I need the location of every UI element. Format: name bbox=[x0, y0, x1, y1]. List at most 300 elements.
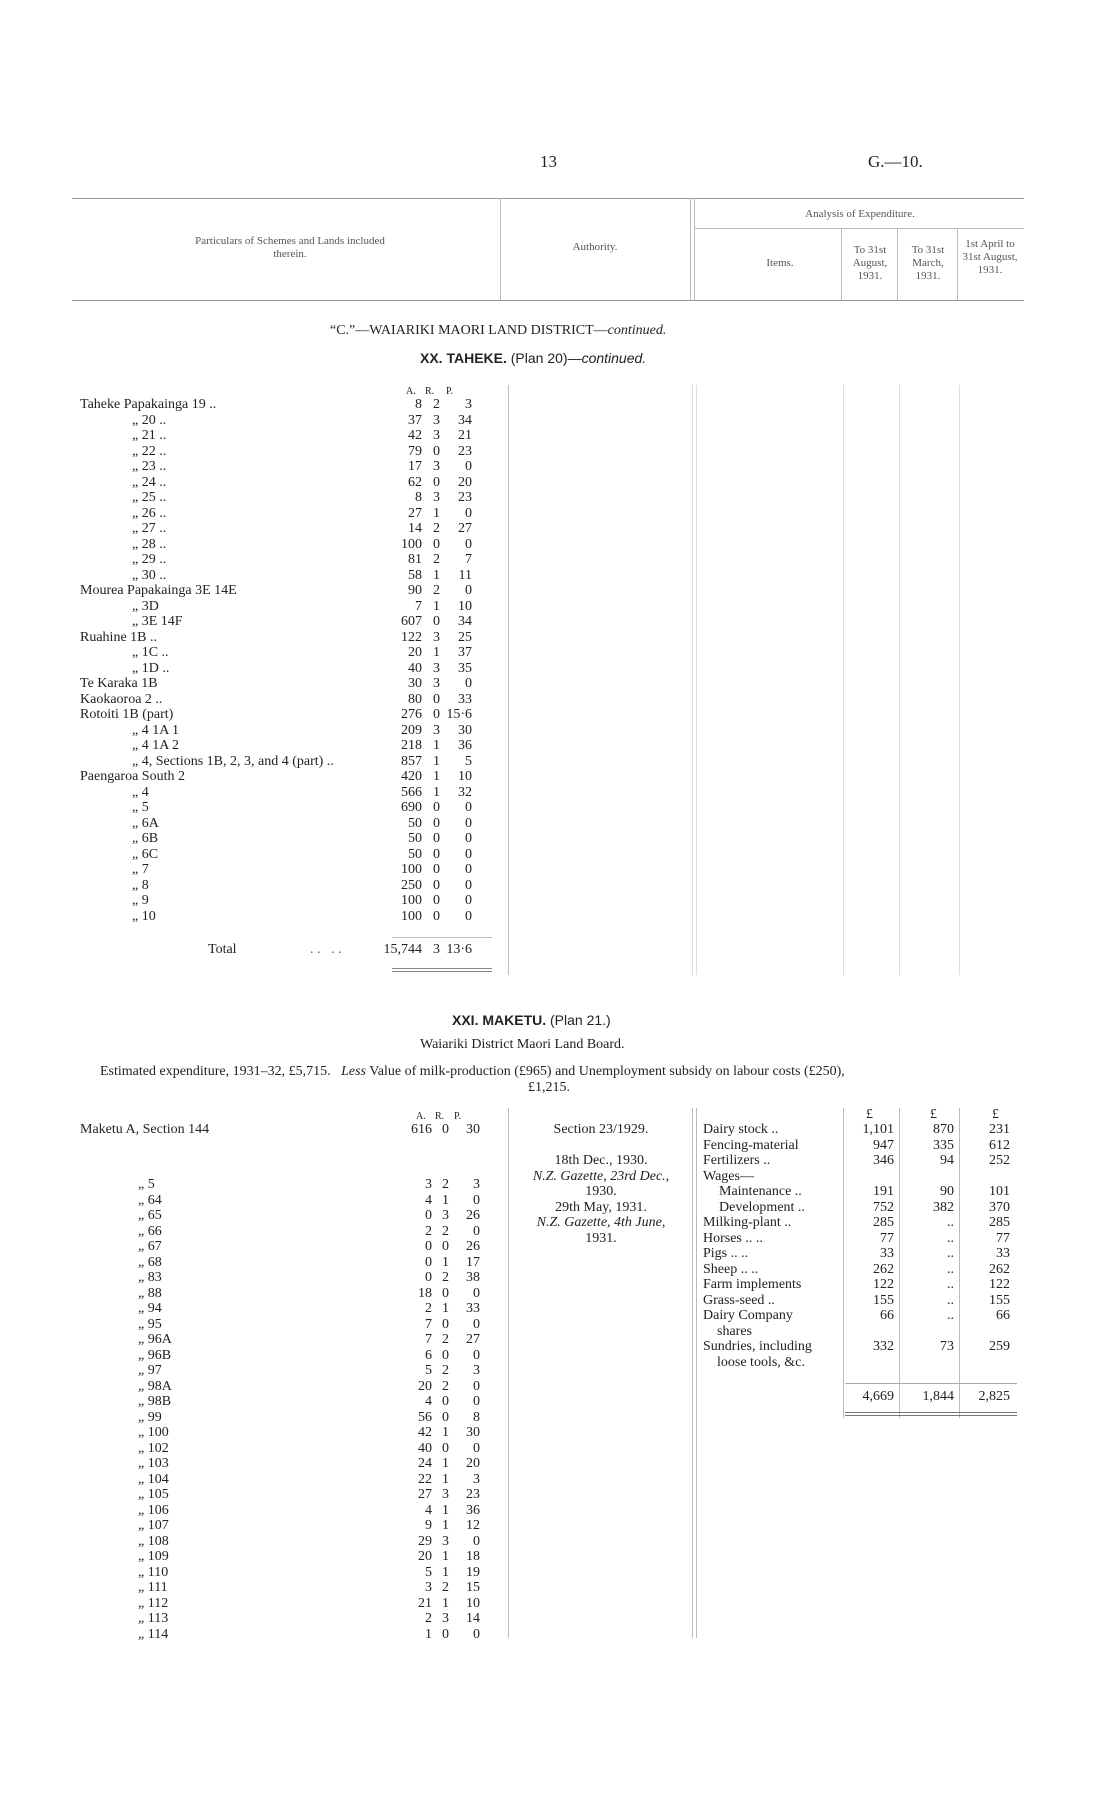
to-31st-march: .. bbox=[947, 1215, 954, 1230]
land-row bbox=[80, 1518, 500, 1534]
land-row bbox=[80, 599, 500, 615]
unit-acres: A. bbox=[406, 386, 416, 397]
april-to-august: 122 bbox=[989, 1277, 1010, 1292]
items-total-top-rule bbox=[845, 1383, 1017, 1384]
authority-line: Section 23/1929. bbox=[553, 1122, 649, 1137]
acres: 122 bbox=[401, 629, 422, 645]
land-row bbox=[80, 800, 500, 816]
roods: 3 bbox=[433, 676, 440, 691]
taheke-col-rule bbox=[843, 385, 844, 975]
perches: 30 bbox=[466, 1425, 480, 1440]
land-name: „ 23 .. bbox=[132, 459, 167, 474]
header-top-rule bbox=[72, 198, 1024, 199]
roods: 2 bbox=[433, 521, 440, 536]
header-bottom-rule bbox=[72, 300, 1024, 301]
land-name: „ 67 bbox=[138, 1239, 162, 1254]
land-row bbox=[80, 1441, 500, 1457]
perches: 0 bbox=[465, 846, 472, 862]
perches: 20 bbox=[458, 474, 472, 490]
expenditure-row bbox=[0, 1138, 1114, 1154]
land-row bbox=[80, 1472, 500, 1488]
land-name: „ 4 1A 2 bbox=[132, 738, 180, 753]
land-name: „ 99 bbox=[138, 1409, 162, 1425]
roods: 0 bbox=[433, 707, 440, 722]
roods: 3 bbox=[433, 459, 440, 474]
acres: 56 bbox=[418, 1409, 432, 1425]
roods: 0 bbox=[433, 908, 440, 924]
perches: 0 bbox=[465, 676, 472, 691]
perches: 35 bbox=[458, 660, 472, 676]
roods: 0 bbox=[442, 1440, 449, 1456]
item-label: Farm implements bbox=[703, 1277, 802, 1292]
land-name: „ 24 .. bbox=[132, 474, 167, 490]
april-to-august: 155 bbox=[989, 1292, 1010, 1308]
land-row bbox=[80, 1549, 500, 1565]
land-name: „ 28 .. bbox=[132, 536, 167, 552]
item-label: Sheep .. .. bbox=[703, 1261, 759, 1277]
to-31st-august: 752 bbox=[873, 1199, 894, 1215]
land-name: „ 103 bbox=[138, 1456, 169, 1471]
land-name: „ 29 .. bbox=[132, 552, 167, 567]
item-label: Sundries, including bbox=[703, 1339, 812, 1354]
to-31st-march: 94 bbox=[940, 1153, 954, 1168]
to-31st-march: 382 bbox=[933, 1199, 954, 1215]
item-label: loose tools, &c. bbox=[717, 1354, 805, 1370]
acres: 20 bbox=[408, 645, 422, 660]
april-to-august: 285 bbox=[989, 1215, 1010, 1230]
expenditure-row bbox=[0, 1308, 1114, 1324]
item-label: Wages— bbox=[703, 1168, 754, 1184]
perches: 26 bbox=[466, 1239, 480, 1254]
acres: 27 bbox=[418, 1487, 432, 1502]
to-31st-march: .. bbox=[947, 1308, 954, 1323]
expenditure-row bbox=[0, 1231, 1114, 1247]
land-row bbox=[80, 1425, 500, 1441]
land-row bbox=[80, 1503, 500, 1519]
acres: 250 bbox=[401, 877, 422, 893]
perches: 34 bbox=[458, 412, 472, 428]
acres: 566 bbox=[401, 784, 422, 800]
to-31st-august: 332 bbox=[873, 1339, 894, 1354]
roods: 0 bbox=[433, 893, 440, 908]
land-name: „ 88 bbox=[138, 1285, 162, 1301]
land-name: Ruahine 1B .. bbox=[80, 629, 157, 645]
acres: 3 bbox=[425, 1580, 432, 1595]
items-total-bottom-rule bbox=[845, 1415, 1017, 1416]
roods: 3 bbox=[442, 1208, 449, 1223]
acres: 2 bbox=[425, 1611, 432, 1626]
roods: 2 bbox=[442, 1363, 449, 1378]
total-to-aug: 4,669 bbox=[862, 1389, 894, 1404]
roods: 2 bbox=[442, 1332, 449, 1347]
acres: 21 bbox=[418, 1595, 432, 1611]
acres: 0 bbox=[425, 1208, 432, 1223]
april-to-august: 262 bbox=[989, 1261, 1010, 1277]
land-name: „ 1D .. bbox=[132, 660, 170, 676]
perches: 0 bbox=[473, 1626, 480, 1642]
land-name: „ 8 bbox=[132, 877, 149, 893]
land-row bbox=[80, 1596, 500, 1612]
perches: 27 bbox=[466, 1332, 480, 1347]
authority-line: 29th May, 1931. bbox=[555, 1199, 647, 1215]
taheke-total-perches: 13·6 bbox=[446, 942, 472, 957]
acres: 616 bbox=[411, 1122, 432, 1137]
perches: 0 bbox=[465, 815, 472, 831]
acres: 17 bbox=[408, 459, 422, 474]
taheke-total-row bbox=[80, 942, 500, 958]
unit-roods: R. bbox=[425, 386, 435, 397]
land-row bbox=[80, 738, 500, 754]
taheke-col-rule bbox=[508, 385, 509, 975]
acres: 29 bbox=[418, 1533, 432, 1549]
perches: 0 bbox=[473, 1394, 480, 1409]
to-31st-august: 1,101 bbox=[862, 1122, 894, 1137]
roods: 2 bbox=[433, 552, 440, 567]
land-row bbox=[80, 490, 500, 506]
expenditure-row bbox=[0, 1184, 1114, 1200]
district-title bbox=[330, 323, 666, 339]
land-name: „ 21 .. bbox=[132, 428, 167, 443]
april-to-august: 101 bbox=[989, 1184, 1010, 1199]
land-row bbox=[80, 723, 500, 739]
perches: 0 bbox=[465, 908, 472, 924]
leader-dots: . . . . bbox=[310, 942, 342, 957]
item-label: Grass-seed .. bbox=[703, 1292, 775, 1308]
land-name: „ 102 bbox=[138, 1440, 169, 1456]
authority-line: 1930. bbox=[585, 1184, 617, 1199]
april-to-august: 259 bbox=[989, 1339, 1010, 1354]
to-31st-march: .. bbox=[947, 1292, 954, 1308]
perches: 0 bbox=[473, 1285, 480, 1301]
land-row bbox=[80, 816, 500, 832]
land-row bbox=[80, 583, 500, 599]
item-label: Pigs .. .. bbox=[703, 1246, 749, 1261]
perches: 8 bbox=[473, 1409, 480, 1425]
april-to-august: 370 bbox=[989, 1199, 1010, 1215]
item-label: Dairy stock .. bbox=[703, 1122, 779, 1137]
expenditure-row bbox=[0, 1215, 1114, 1231]
acres: 7 bbox=[425, 1316, 432, 1332]
roods: 1 bbox=[442, 1471, 449, 1487]
estimate-deductions: Value of milk-production (£965) and Unemployment subsidy on labour costs (£250), bbox=[369, 1064, 845, 1079]
expenditure-row bbox=[0, 1169, 1114, 1185]
acres: 8 bbox=[415, 490, 422, 505]
currency-symbol: £ bbox=[930, 1107, 937, 1122]
expenditure-row bbox=[0, 1355, 1114, 1371]
to-31st-march: .. bbox=[947, 1230, 954, 1246]
acres: 4 bbox=[425, 1394, 432, 1409]
header-period-3: 1st April to 31st August, 1931. bbox=[962, 238, 1018, 276]
expenditure-row bbox=[0, 1122, 1114, 1138]
estimate-amount: Estimated expenditure, 1931–32, £5,715. bbox=[100, 1064, 331, 1079]
to-31st-august: 191 bbox=[873, 1184, 894, 1199]
roods: 1 bbox=[442, 1564, 449, 1580]
acres: 14 bbox=[408, 521, 422, 536]
district-title-continued: continued. bbox=[607, 323, 667, 338]
to-31st-august: 77 bbox=[880, 1230, 894, 1246]
land-row bbox=[80, 707, 500, 723]
taheke-total-label: Total bbox=[208, 942, 237, 957]
land-row bbox=[80, 754, 500, 770]
land-name: „ 83 bbox=[138, 1270, 162, 1285]
perches: 7 bbox=[465, 552, 472, 567]
perches: 30 bbox=[466, 1122, 480, 1137]
perches: 10 bbox=[466, 1595, 480, 1611]
maketu-title bbox=[452, 1012, 611, 1028]
to-31st-march: 335 bbox=[933, 1137, 954, 1153]
acres: 4 bbox=[425, 1192, 432, 1208]
land-name: „ 100 bbox=[138, 1425, 169, 1440]
roods: 1 bbox=[433, 784, 440, 800]
perches: 3 bbox=[473, 1471, 480, 1487]
perches: 33 bbox=[458, 691, 472, 707]
acres: 40 bbox=[418, 1440, 432, 1456]
expenditure-row bbox=[0, 1200, 1114, 1216]
maketu-estimate bbox=[100, 1064, 845, 1080]
roods: 1 bbox=[433, 753, 440, 769]
expenditure-row bbox=[0, 1277, 1114, 1293]
land-name: „ 98A bbox=[138, 1378, 172, 1394]
to-31st-march: 73 bbox=[940, 1339, 954, 1354]
header-divider bbox=[690, 198, 691, 300]
expenditure-row bbox=[0, 1324, 1114, 1340]
total-to-mar: 1,844 bbox=[922, 1389, 954, 1404]
land-name: „ 6C bbox=[132, 846, 159, 862]
total-bottom-rule bbox=[392, 971, 492, 972]
roods: 0 bbox=[433, 800, 440, 815]
roods: 0 bbox=[433, 443, 440, 459]
acres: 22 bbox=[418, 1471, 432, 1487]
perches: 0 bbox=[473, 1316, 480, 1332]
perches: 19 bbox=[466, 1564, 480, 1580]
land-name: „ 96B bbox=[138, 1347, 172, 1363]
perches: 36 bbox=[458, 738, 472, 753]
land-row bbox=[80, 459, 500, 475]
land-name: Rotoiti 1B (part) bbox=[80, 707, 174, 722]
land-name: „ 98B bbox=[138, 1394, 172, 1409]
land-row bbox=[80, 444, 500, 460]
items-total-row bbox=[0, 1389, 1114, 1405]
perches: 0 bbox=[465, 877, 472, 893]
roods: 2 bbox=[442, 1270, 449, 1285]
land-name: „ 96A bbox=[138, 1332, 172, 1347]
land-row bbox=[80, 831, 500, 847]
acres: 50 bbox=[408, 831, 422, 846]
roods: 0 bbox=[442, 1285, 449, 1301]
roods: 2 bbox=[442, 1223, 449, 1239]
perches: 0 bbox=[473, 1192, 480, 1208]
estimate-less: Less bbox=[341, 1064, 366, 1079]
perches: 25 bbox=[458, 629, 472, 645]
perches: 18 bbox=[466, 1549, 480, 1564]
acres: 3 bbox=[425, 1177, 432, 1192]
perches: 0 bbox=[473, 1533, 480, 1549]
perches: 3 bbox=[465, 397, 472, 412]
perches: 36 bbox=[466, 1502, 480, 1518]
land-name: „ 20 .. bbox=[132, 412, 167, 428]
land-row bbox=[80, 893, 500, 909]
acres: 100 bbox=[401, 893, 422, 908]
acres: 857 bbox=[401, 753, 422, 769]
acres: 1 bbox=[425, 1626, 432, 1642]
roods: 0 bbox=[433, 877, 440, 893]
currency-header bbox=[0, 1107, 1114, 1123]
roods: 0 bbox=[442, 1394, 449, 1409]
roods: 3 bbox=[442, 1533, 449, 1549]
authority-line: N.Z. Gazette, 23rd Dec., bbox=[532, 1168, 670, 1184]
perches: 38 bbox=[466, 1270, 480, 1285]
perches: 0 bbox=[473, 1378, 480, 1394]
perches: 0 bbox=[465, 831, 472, 846]
land-name: „ 113 bbox=[138, 1611, 169, 1626]
roods: 1 bbox=[442, 1425, 449, 1440]
roods: 0 bbox=[433, 831, 440, 846]
roods: 1 bbox=[433, 567, 440, 583]
land-name: Taheke Papakainga 19 .. bbox=[80, 397, 217, 412]
perches: 14 bbox=[466, 1611, 480, 1626]
taheke-col-rule bbox=[696, 385, 697, 975]
acres: 0 bbox=[425, 1270, 432, 1285]
acres: 42 bbox=[408, 428, 422, 443]
perches: 0 bbox=[465, 862, 472, 877]
land-name: Maketu A, Section 144 bbox=[80, 1122, 210, 1137]
land-row bbox=[80, 645, 500, 661]
perches: 20 bbox=[466, 1456, 480, 1471]
land-name: „ 104 bbox=[138, 1471, 169, 1487]
acres: 5 bbox=[425, 1564, 432, 1580]
land-row bbox=[80, 1580, 500, 1596]
acres: 2 bbox=[425, 1301, 432, 1316]
roods: 0 bbox=[433, 862, 440, 877]
land-name: „ 6A bbox=[132, 815, 159, 831]
header-divider bbox=[500, 198, 501, 300]
roods: 1 bbox=[442, 1456, 449, 1471]
unit-perches: P. bbox=[446, 386, 453, 397]
to-31st-august: 262 bbox=[873, 1261, 894, 1277]
roods: 1 bbox=[433, 645, 440, 660]
acres: 9 bbox=[425, 1518, 432, 1533]
land-name: „ 109 bbox=[138, 1549, 169, 1564]
taheke-col-rule bbox=[959, 385, 960, 975]
land-row bbox=[80, 862, 500, 878]
april-to-august: 77 bbox=[996, 1230, 1010, 1246]
perches: 0 bbox=[465, 583, 472, 598]
land-row bbox=[80, 1487, 500, 1503]
land-row bbox=[80, 475, 500, 491]
land-name: „ 68 bbox=[138, 1254, 162, 1270]
land-row bbox=[80, 909, 500, 925]
land-name: „ 114 bbox=[138, 1626, 169, 1642]
unit-roods: R. bbox=[435, 1111, 445, 1122]
acres: 80 bbox=[408, 691, 422, 707]
perches: 0 bbox=[465, 536, 472, 552]
land-name: „ 64 bbox=[138, 1192, 162, 1208]
perches: 3 bbox=[473, 1177, 480, 1192]
perches: 0 bbox=[465, 505, 472, 521]
acres: 420 bbox=[401, 769, 422, 784]
land-row bbox=[80, 630, 500, 646]
total-bottom-rule bbox=[392, 968, 492, 969]
page-number: 13 bbox=[540, 152, 557, 171]
land-row bbox=[80, 413, 500, 429]
roods: 1 bbox=[442, 1301, 449, 1316]
maketu-estimate-line2: £1,215. bbox=[528, 1080, 570, 1095]
item-label: Horses .. .. bbox=[703, 1230, 763, 1246]
acres: 18 bbox=[418, 1285, 432, 1301]
header-items: Items. bbox=[766, 257, 794, 269]
to-31st-august: 285 bbox=[873, 1215, 894, 1230]
land-name: „ 1C .. bbox=[132, 645, 169, 660]
header-period-2: To 31st March, 1931. bbox=[911, 244, 945, 282]
perches: 30 bbox=[458, 722, 472, 738]
district-title-text: “C.”—WAIARIKI MAORI LAND DISTRICT— bbox=[330, 323, 608, 338]
perches: 0 bbox=[465, 800, 472, 815]
roods: 3 bbox=[433, 412, 440, 428]
taheke-plan: (Plan 20)— bbox=[510, 350, 582, 366]
land-row bbox=[80, 661, 500, 677]
roods: 0 bbox=[433, 474, 440, 490]
unit-acres: A. bbox=[416, 1111, 426, 1122]
roods: 1 bbox=[442, 1595, 449, 1611]
land-row bbox=[80, 878, 500, 894]
header-particulars: Particulars of Schemes and Lands included therein. bbox=[195, 235, 385, 260]
land-name: „ 25 .. bbox=[132, 490, 167, 505]
land-name: „ 9 bbox=[132, 893, 149, 908]
roods: 1 bbox=[442, 1549, 449, 1564]
items-total-bottom-rule bbox=[845, 1412, 1017, 1413]
maketu-board: Waiariki District Maori Land Board. bbox=[420, 1037, 625, 1052]
roods: 0 bbox=[433, 815, 440, 831]
unit-perches: P. bbox=[454, 1111, 461, 1122]
header-divider bbox=[694, 198, 695, 300]
land-name: „ 6B bbox=[132, 831, 159, 846]
land-name: „ 108 bbox=[138, 1533, 169, 1549]
april-to-august: 612 bbox=[989, 1137, 1010, 1153]
acres: 2 bbox=[425, 1223, 432, 1239]
acres: 50 bbox=[408, 846, 422, 862]
land-name: Paengaroa South 2 bbox=[80, 769, 185, 784]
acres: 20 bbox=[418, 1549, 432, 1564]
land-row bbox=[80, 1410, 500, 1426]
perches: 21 bbox=[458, 428, 472, 443]
april-to-august: 231 bbox=[989, 1122, 1010, 1137]
authority-line: N.Z. Gazette, 4th June, bbox=[536, 1215, 666, 1230]
roods: 2 bbox=[433, 583, 440, 598]
acres: 8 bbox=[415, 397, 422, 412]
land-name: „ 95 bbox=[138, 1316, 162, 1332]
april-to-august: 66 bbox=[996, 1308, 1010, 1323]
land-name: „ 107 bbox=[138, 1518, 169, 1533]
roods: 3 bbox=[442, 1611, 449, 1626]
item-label: Fencing-material bbox=[703, 1137, 799, 1153]
item-label: Fertilizers .. bbox=[703, 1153, 771, 1168]
acres: 0 bbox=[425, 1239, 432, 1254]
acres: 690 bbox=[401, 800, 422, 815]
to-31st-march: .. bbox=[947, 1277, 954, 1292]
land-name: „ 66 bbox=[138, 1223, 162, 1239]
item-label: shares bbox=[717, 1323, 752, 1339]
header-divider bbox=[841, 228, 842, 300]
acres: 218 bbox=[401, 738, 422, 753]
land-row bbox=[80, 847, 500, 863]
perches: 0 bbox=[465, 893, 472, 908]
acres: 58 bbox=[408, 567, 422, 583]
currency-symbol: £ bbox=[866, 1107, 873, 1122]
land-name: „ 105 bbox=[138, 1487, 169, 1502]
land-name: „ 4, Sections 1B, 2, 3, and 4 (part) .. bbox=[132, 753, 334, 769]
roods: 0 bbox=[433, 691, 440, 707]
perches: 12 bbox=[466, 1518, 480, 1533]
